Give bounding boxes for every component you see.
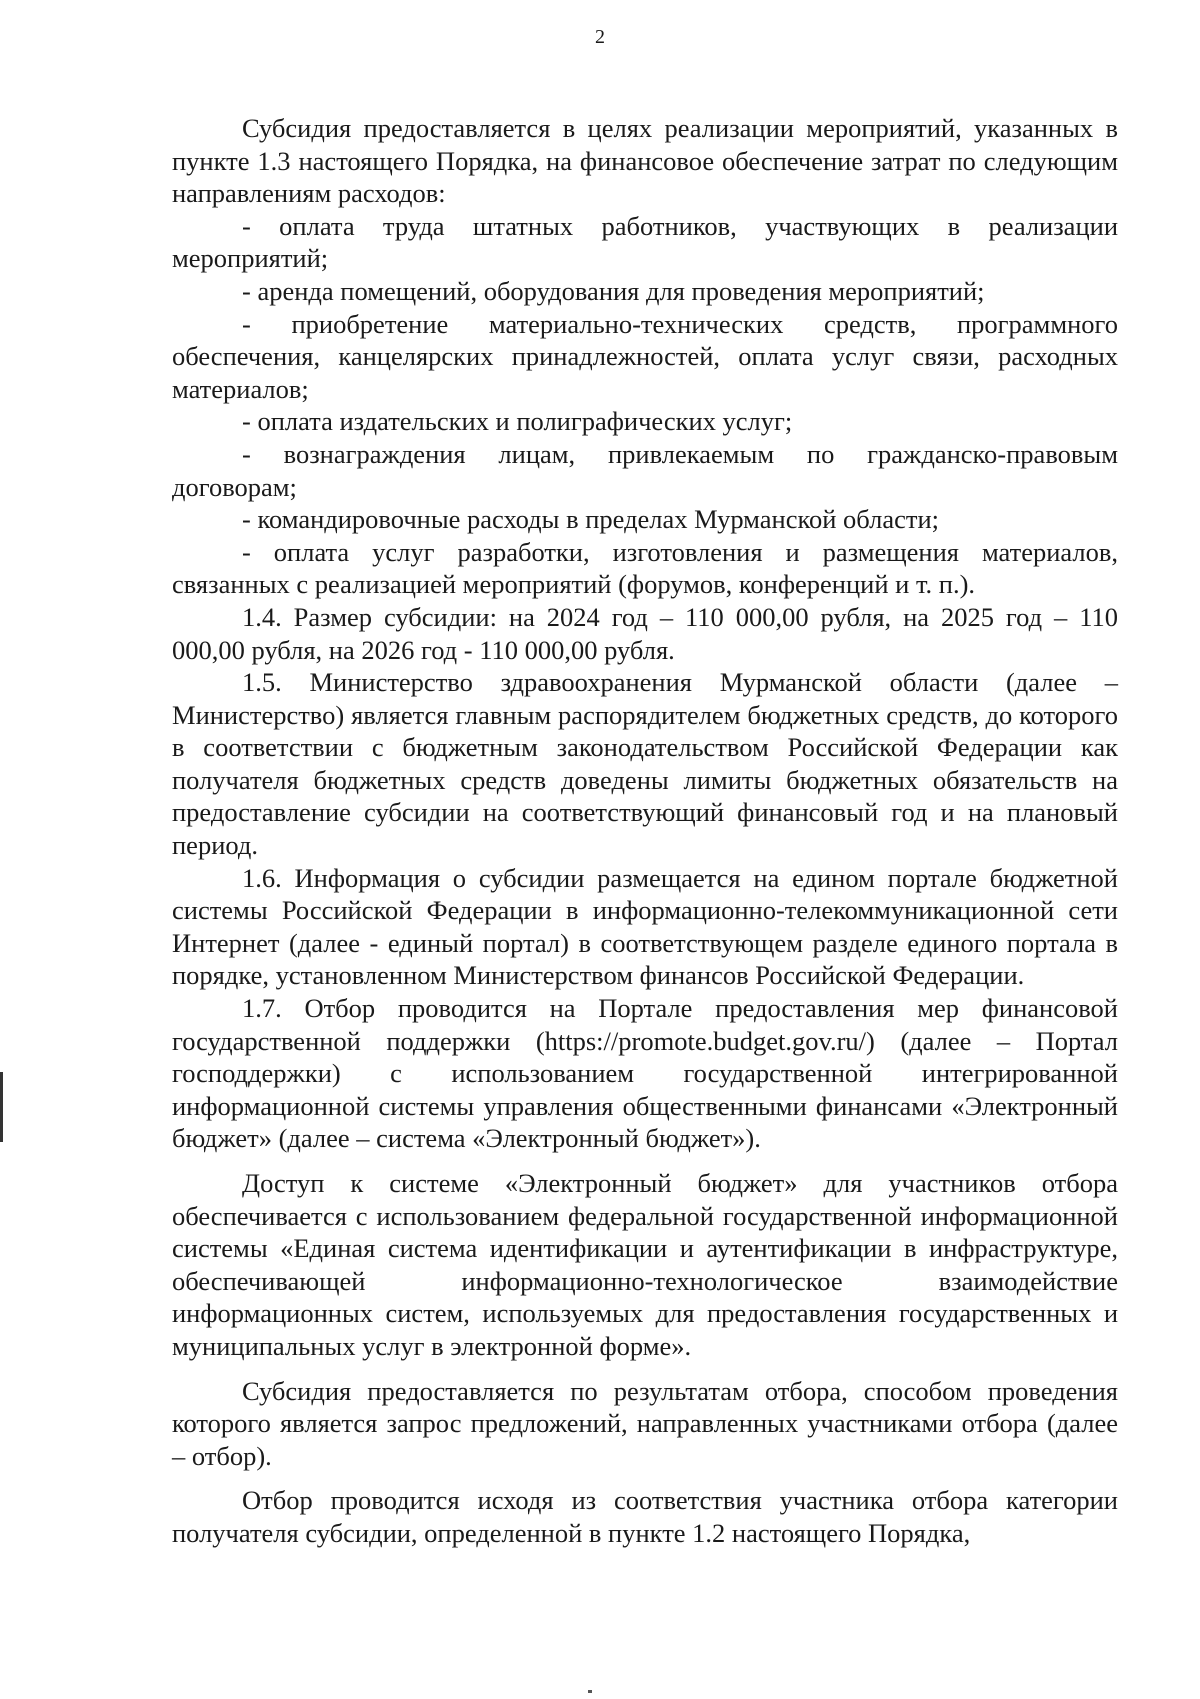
page-number: 2	[595, 26, 605, 48]
paragraph-access: Доступ к системе «Электронный бюджет» для участников отбора обеспечивается с использованием федеральной государственной информационной системы «Единая система идентификации и аутентификации в инфраструктуре, обеспечивающей информационно-технологическое взаимодействие информационных систем, используемых для предоставления государственных и муниципальных услуг в электронной форме».	[172, 1168, 1118, 1361]
list-item-travel: - командировочные расходы в пределах Мурманской области;	[242, 504, 939, 535]
paragraph-selection-method: Субсидия предоставляется по результатам отбора, способом проведения которого является запрос предложений, направленных участниками отбора (далее – отбор).	[172, 1375, 1118, 1471]
clause-1-6: 1.6. Информация о субсидии размещается на едином портале бюджетной системы Российской Федерации в информационно-телекоммуникационной сети Интернет (далее - единый портал) в соответствующем разделе единого портала в порядке, установленном Министерством финансов Российской Федерации.	[172, 862, 1118, 991]
list-item-contractor-fees: - вознаграждения лицам, привлекаемым по гражданско-правовым договорам;	[172, 438, 1118, 502]
clause-1-5: 1.5. Министерство здравоохранения Мурманской области (далее – Министерство) является главным распорядителем бюджетных средств, до которого в соответствии с бюджетным законодательством Российской Федерации как получателя бюджетных средств доведены лимиты бюджетных обязательств на предоставление субсидии на соответствующий финансовый год и на плановый период.	[172, 667, 1118, 861]
scan-dot	[588, 1690, 592, 1693]
document-body	[172, 112, 1118, 1550]
scan-edge-mark	[0, 1072, 3, 1142]
list-item-publishing: - оплата издательских и полиграфических услуг;	[242, 406, 793, 437]
list-item-staff-salary: - оплата труда штатных работников, участвующих в реализации мероприятий;	[172, 210, 1118, 274]
paragraph-selection-criteria: Отбор проводится исходя из соответствия участника отбора категории получателя субсидии, определенной в пункте 1.2 настоящего Порядка,	[172, 1485, 1118, 1548]
list-item-equipment: - приобретение материально-технических средств, программного обеспечения, канцелярских принадлежностей, оплата услуг связи, расходных материалов;	[172, 308, 1118, 404]
clause-1-7: 1.7. Отбор проводится на Портале предоставления мер финансовой государственной поддержки (https://promote.budget.gov.ru/) (далее – Портал господдержки) с использованием государственной интегрированной информационной системы управления общественными финансами «Электронный бюджет» (далее – система «Электронный бюджет»).	[172, 993, 1118, 1154]
list-item-materials: - оплата услуг разработки, изготовления и размещения материалов, связанных с реализацией мероприятий (форумов, конференций и т. п.).	[172, 536, 1118, 600]
paragraph-subsidy-purpose: Субсидия предоставляется в целях реализации мероприятий, указанных в пункте 1.3 настоящего Порядка, на финансовое обеспечение затрат по следующим направлениям расходов:	[172, 113, 1118, 209]
list-item-rent: - аренда помещений, оборудования для проведения мероприятий;	[242, 275, 985, 306]
clause-1-4: 1.4. Размер субсидии: на 2024 год – 110 000,00 рубля, на 2025 год – 110 000,00 рубля, на 2026 год - 110 000,00 рубля.	[172, 601, 1118, 665]
